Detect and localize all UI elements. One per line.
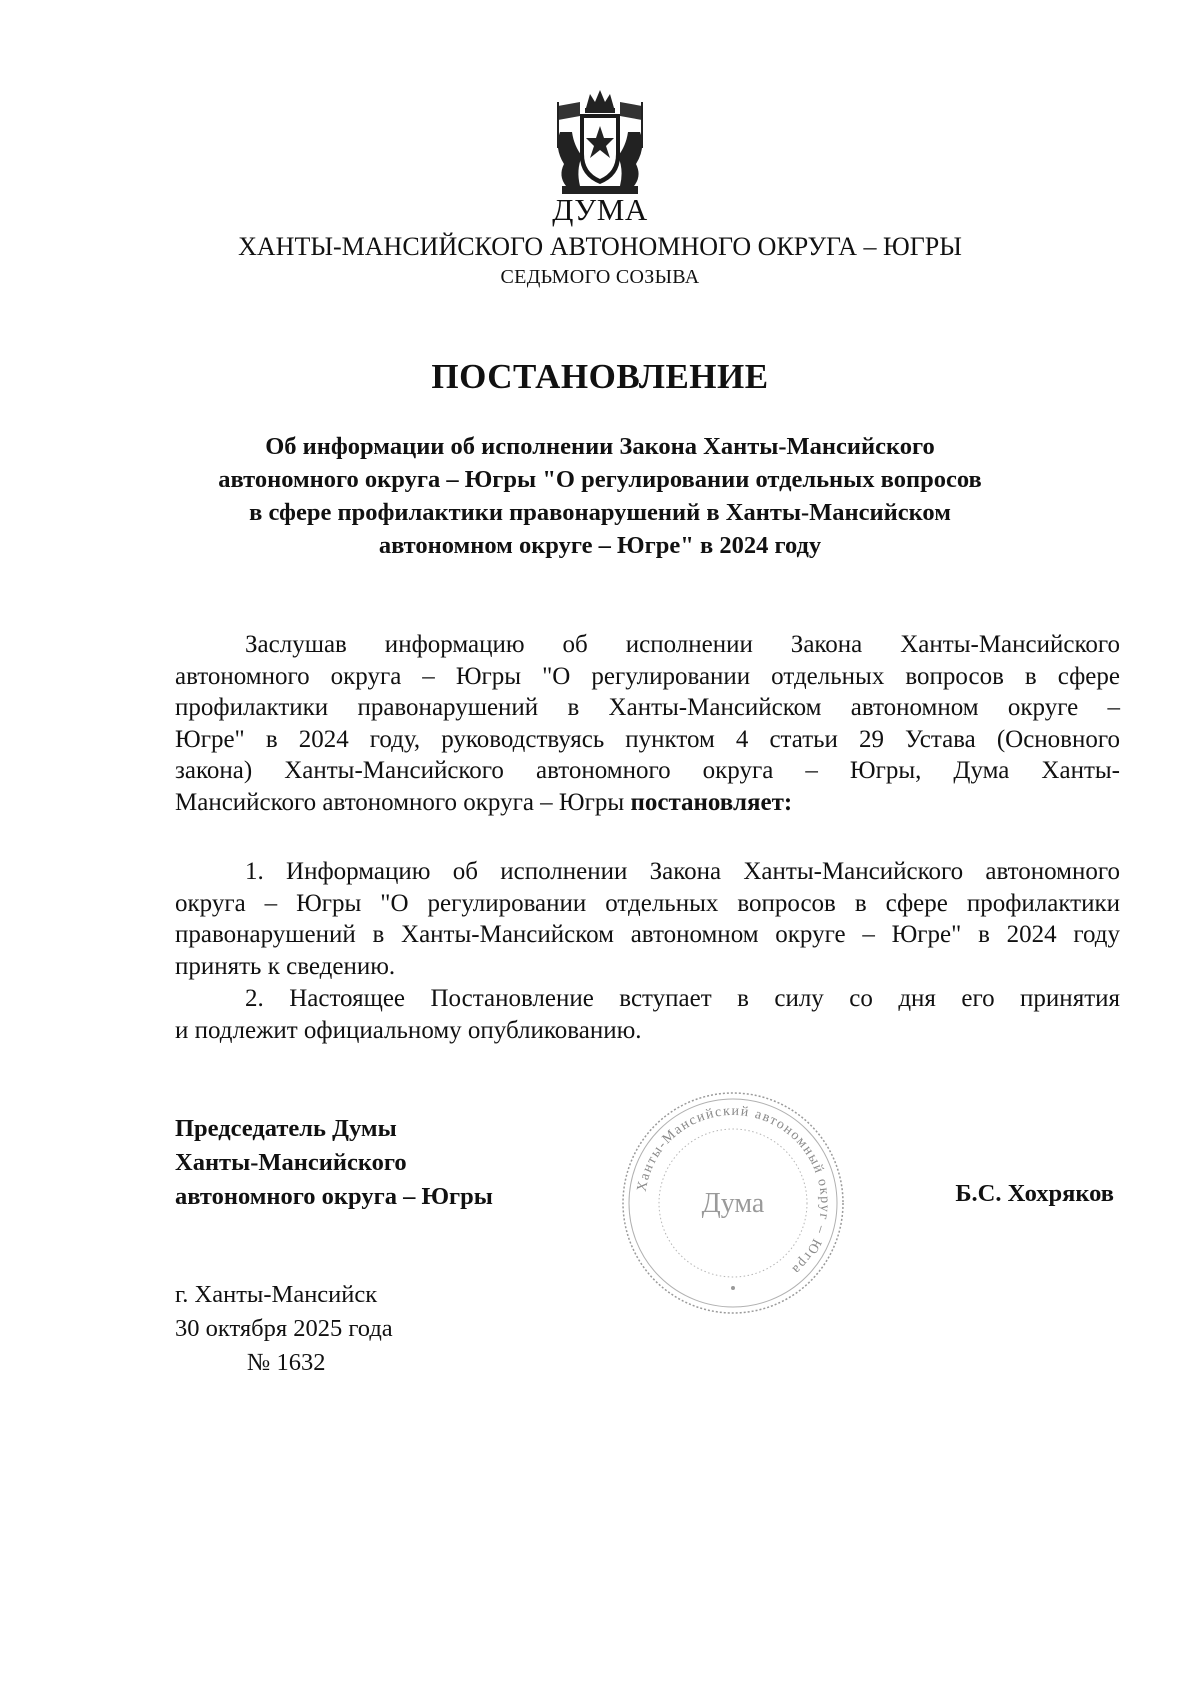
signer-position-line: Ханты-Мансийского: [175, 1149, 407, 1176]
convocation: СЕДЬМОГО СОЗЫВА: [500, 266, 700, 288]
document-date: 30 октября 2025 года: [175, 1315, 393, 1342]
paragraph-line: округа – Югры "О регулировании отдельных вопросов в сфере профилактики: [175, 889, 1120, 917]
duma-title: ДУМА: [552, 192, 648, 227]
paragraph-line: профилактики правонарушений в Ханты-Мансийском автономном округе –: [175, 694, 1120, 721]
paragraph-line-last: [175, 787, 1120, 819]
preamble-paragraph: [175, 629, 1120, 818]
paragraph-line: и подлежит официальному опубликованию.: [175, 1016, 642, 1044]
paragraph-line: автономного округа – Югры "О регулировании отдельных вопросов в сфере: [175, 662, 1120, 690]
place-date-number: [175, 1278, 393, 1380]
signer-position-line: Председатель Думы: [175, 1115, 397, 1142]
official-seal-stamp: [618, 1088, 848, 1318]
item-2-paragraph: [175, 983, 1120, 1046]
subject-line: автономном округе – Югре" в 2024 году: [378, 532, 822, 559]
subject-line: в сфере профилактики правонарушений в Ханты-Мансийском: [249, 499, 951, 526]
paragraph-line: Заслушав информацию об исполнении Закона Ханты-Мансийского: [245, 631, 1120, 658]
signer-position-line: автономного округа – Югры: [175, 1183, 493, 1210]
paragraph-line: 1. Информацию об исполнении Закона Ханты-Мансийского автономного: [245, 858, 1120, 885]
document-subject: [150, 430, 1050, 562]
paragraph-text: Мансийского автономного округа – Югры: [175, 788, 625, 816]
paragraph-line: Югре" в 2024 году, руководствуясь пунктом 4 статьи 29 Устава (Основного: [175, 725, 1120, 753]
seal-center-text: Дума: [701, 1188, 765, 1219]
document-number: № 1632: [247, 1349, 326, 1376]
organization-name: ХАНТЫ-МАНСИЙСКОГО АВТОНОМНОГО ОКРУГА – ЮГРЫ: [238, 232, 962, 261]
paragraph-line: закона) Ханты-Мансийского автономного округа – Югры, Дума Ханты-: [175, 757, 1120, 784]
coat-of-arms-emblem: [550, 86, 650, 198]
item-1-paragraph: [175, 856, 1120, 982]
paragraph-line: 2. Настоящее Постановление вступает в силу со дня его принятия: [245, 985, 1120, 1012]
paragraph-line: правонарушений в Ханты-Мансийском автономном округе – Югре" в 2024 году: [175, 921, 1120, 948]
paragraph-line: принять к сведению.: [175, 952, 396, 980]
seal-ring-text: Ханты-Мансийский автономный округ – Югра: [634, 1103, 833, 1278]
document-type-heading: ПОСТАНОВЛЕНИЕ: [431, 357, 769, 396]
subject-line: автономного округа – Югры "О регулировании отдельных вопросов: [218, 466, 982, 493]
signer-position: [175, 1112, 493, 1214]
document-place: г. Ханты-Мансийск: [175, 1281, 378, 1308]
resolves-keyword: постановляет:: [630, 788, 793, 816]
signer-name: Б.С. Хохряков: [955, 1180, 1114, 1207]
subject-line: Об информации об исполнении Закона Ханты-Мансийского: [265, 433, 935, 460]
